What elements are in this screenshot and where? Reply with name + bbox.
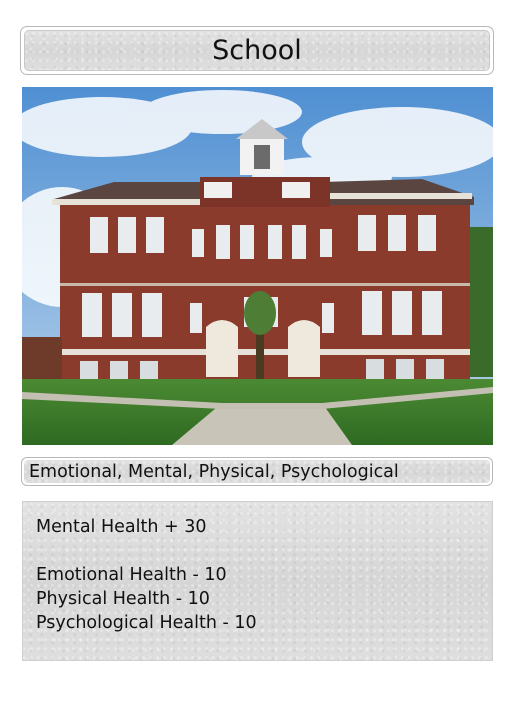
effects-panel — [22, 501, 493, 661]
primary-effect: Mental Health + 30 — [36, 517, 207, 537]
annex — [22, 337, 62, 383]
secondary-effect: Psychological Health - 10 — [36, 613, 257, 633]
card-image — [22, 87, 493, 445]
secondary-effect: Emotional Health - 10 — [36, 565, 227, 585]
types-frame — [21, 457, 493, 486]
card-types: Emotional, Mental, Physical, Psychological — [24, 460, 490, 483]
spacer — [36, 539, 492, 563]
title-frame — [20, 26, 494, 75]
card-title: School — [24, 30, 490, 71]
secondary-effect: Physical Health - 10 — [36, 589, 210, 609]
